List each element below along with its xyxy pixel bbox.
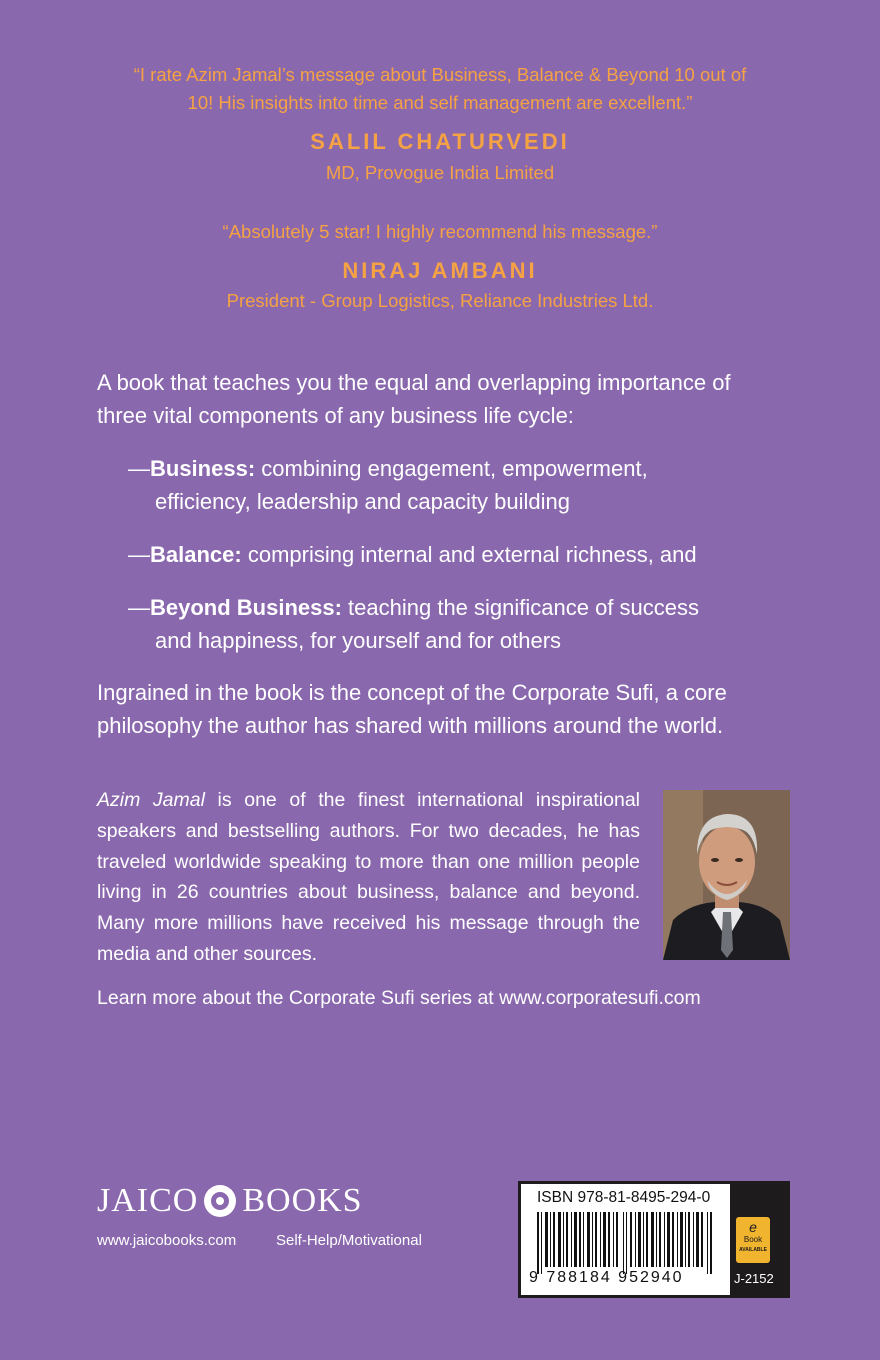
learn-more-text: Learn more about the Corporate Sufi series at www.corporatesufi.com (97, 987, 701, 1009)
bullet-term: Business: (150, 456, 256, 481)
barcode-panel (518, 1181, 790, 1298)
bullet-beyond-line2: and happiness, for yourself and for others (155, 628, 562, 653)
barcode-white-area (521, 1184, 730, 1295)
author-bio (97, 785, 640, 970)
author-portrait-icon (663, 790, 790, 960)
author-photo (663, 790, 790, 960)
testimonial-2-quote: “Absolutely 5 star! I highly recommend his message.” (222, 221, 658, 242)
publisher-website: www.jaicobooks.com (97, 1232, 237, 1249)
intro-line1: A book that teaches you the equal and overlapping importance of (97, 370, 731, 395)
concept-line1: Ingrained in the book is the concept of the Corporate Sufi, a core (97, 680, 727, 705)
bullet-term: Balance: (150, 542, 242, 567)
testimonial-1-role: MD, Provogue India Limited (325, 162, 555, 183)
ebook-badge-e: e (749, 1219, 757, 1235)
publisher-name-left: JAICO (97, 1182, 199, 1219)
bullet-text: teaching the significance of success (341, 595, 700, 620)
ebook-badge-available: AVAILABLE (739, 1247, 767, 1253)
publisher-logo (97, 1181, 363, 1221)
publisher-emblem-icon (204, 1185, 236, 1217)
book-code: J-2152 (734, 1271, 774, 1286)
intro-line2: three vital components of any business life cycle: (97, 403, 574, 428)
testimonial-1-quote-line2: 10! His insights into time and self management are excellent.” (187, 92, 693, 113)
ebook-badge-book: Book (743, 1235, 763, 1244)
bullet-dash: — (128, 456, 150, 481)
bullet-beyond (128, 591, 699, 624)
bullet-business (128, 452, 648, 485)
author-bio-text: is one of the finest international inspirational speakers and bestselling authors. For two decades, he has traveled worldwide speaking to more than one million people living in 26 countries about business, balance and beyond. Many more millions have received his message through the media and other sources. (97, 789, 640, 965)
bullet-term: Beyond Business: (150, 595, 342, 620)
bullet-balance (128, 538, 697, 571)
bullet-text: combining engagement, empowerment, (255, 456, 648, 481)
ebook-badge-icon (736, 1217, 770, 1263)
author-name: Azim Jamal (97, 789, 205, 811)
barcode-digits: 9 788184 952940 (529, 1269, 684, 1286)
isbn-label: ISBN 978-81-8495-294-0 (537, 1189, 711, 1206)
testimonial-2-role: President - Group Logistics, Reliance Industries Ltd. (226, 290, 654, 311)
publisher-name-right: BOOKS (242, 1182, 363, 1219)
testimonial-1-name: SALIL CHATURVEDI (310, 129, 570, 154)
bullet-dash: — (128, 542, 150, 567)
bullet-dash: — (128, 595, 150, 620)
barcode-bars-icon (531, 1212, 721, 1274)
book-category: Self-Help/Motivational (276, 1232, 422, 1249)
testimonial-2-name: NIRAJ AMBANI (342, 258, 538, 283)
concept-line2: philosophy the author has shared with millions around the world. (97, 713, 724, 738)
bullet-text: comprising internal and external richness, and (241, 542, 697, 567)
bullet-business-line2: efficiency, leadership and capacity building (155, 489, 571, 514)
testimonial-1-quote-line1: “I rate Azim Jamal’s message about Business, Balance & Beyond 10 out of (133, 64, 747, 85)
